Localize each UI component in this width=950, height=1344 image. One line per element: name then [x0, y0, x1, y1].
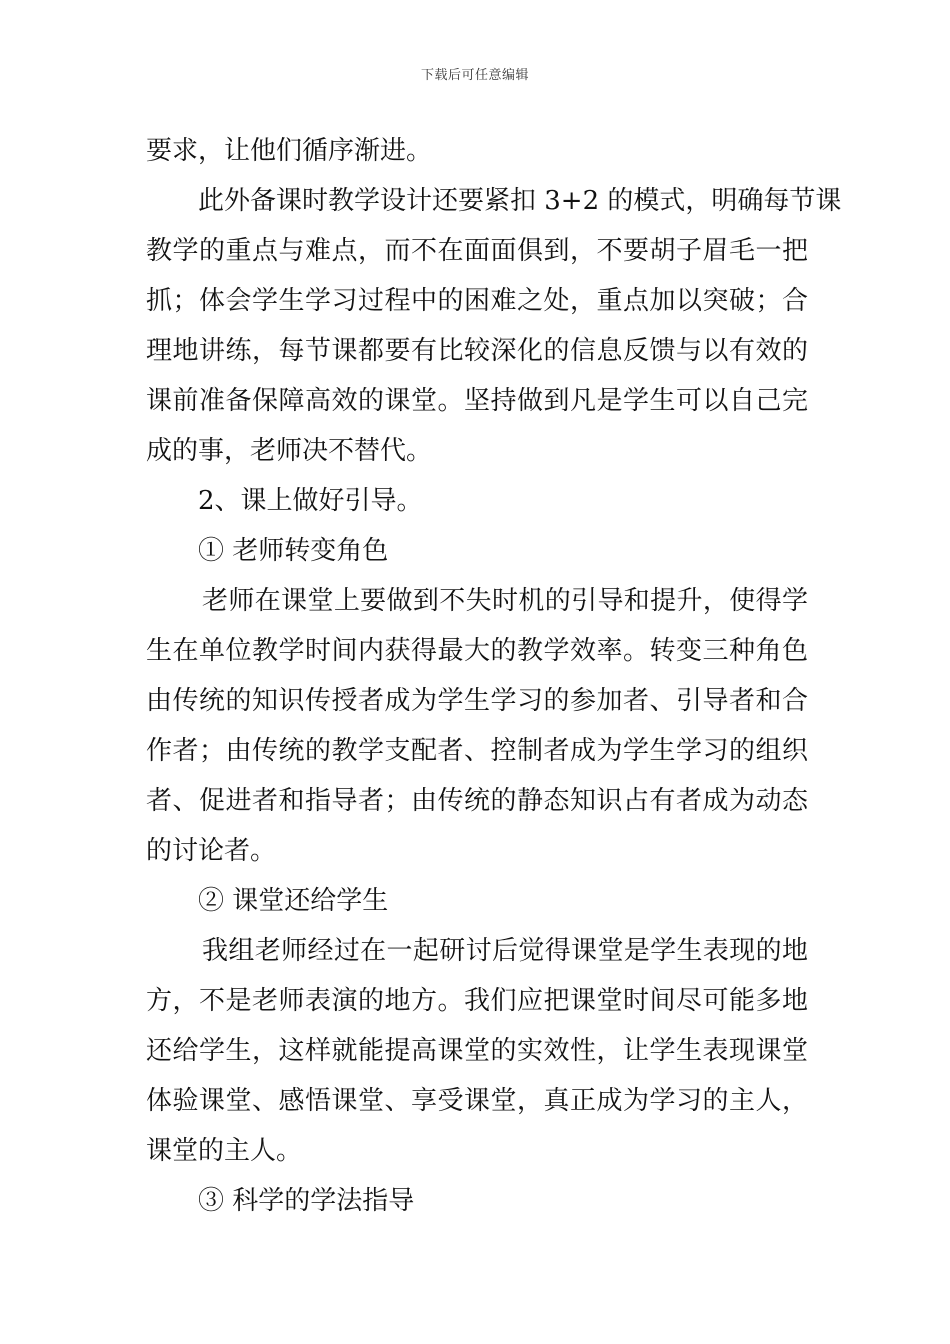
- text-line: 体验课堂、感悟课堂、享受课堂，真正成为学习的主人，: [146, 1086, 808, 1116]
- text-line: 要求，让他们循序渐进。: [146, 136, 433, 166]
- text-line: 生在单位教学时间内获得最大的教学效率。转变三种角色: [146, 636, 808, 666]
- text-line: 还给学生，这样就能提高课堂的实效性，让学生表现课堂: [146, 1036, 808, 1066]
- text-line: 课前准备保障高效的课堂。坚持做到凡是学生可以自己完: [146, 386, 808, 416]
- subsection-heading: ③ 科学的学法指导: [198, 1186, 415, 1216]
- text-line: 课堂的主人。: [146, 1136, 303, 1166]
- text-line: 理地讲练，每节课都要有比较深化的信息反馈与以有效的: [146, 336, 808, 366]
- subsection-heading: ② 课堂还给学生: [198, 886, 389, 916]
- section-heading: 2、课上做好引导。: [198, 486, 423, 516]
- text-line: 抓；体会学生学习过程中的困难之处，重点加以突破；合: [146, 286, 808, 316]
- text-line: 成的事，老师决不替代。: [146, 436, 433, 466]
- body-text: [146, 126, 842, 1226]
- text-line: 老师在课堂上要做到不失时机的引导和提升，使得学: [202, 586, 808, 616]
- text-line: 此外备课时教学设计还要紧扣 3+2 的模式，明确每节课: [198, 186, 842, 216]
- text-line: 作者；由传统的教学支配者、控制者成为学生学习的组织: [146, 736, 808, 766]
- text-line: 方，不是老师表演的地方。我们应把课堂时间尽可能多地: [146, 986, 808, 1016]
- text-line: 者、促进者和指导者；由传统的静态知识占有者成为动态: [146, 786, 808, 816]
- text-line: 的讨论者。: [146, 836, 277, 866]
- text-line: 教学的重点与难点，而不在面面俱到，不要胡子眉毛一把: [146, 236, 808, 266]
- subsection-heading: ① 老师转变角色: [198, 536, 389, 566]
- page-header: 下载后可任意编辑: [420, 68, 529, 83]
- text-line: 由传统的知识传授者成为学生学习的参加者、引导者和合: [146, 686, 808, 716]
- text-line: 我组老师经过在一起研讨后觉得课堂是学生表现的地: [202, 936, 808, 966]
